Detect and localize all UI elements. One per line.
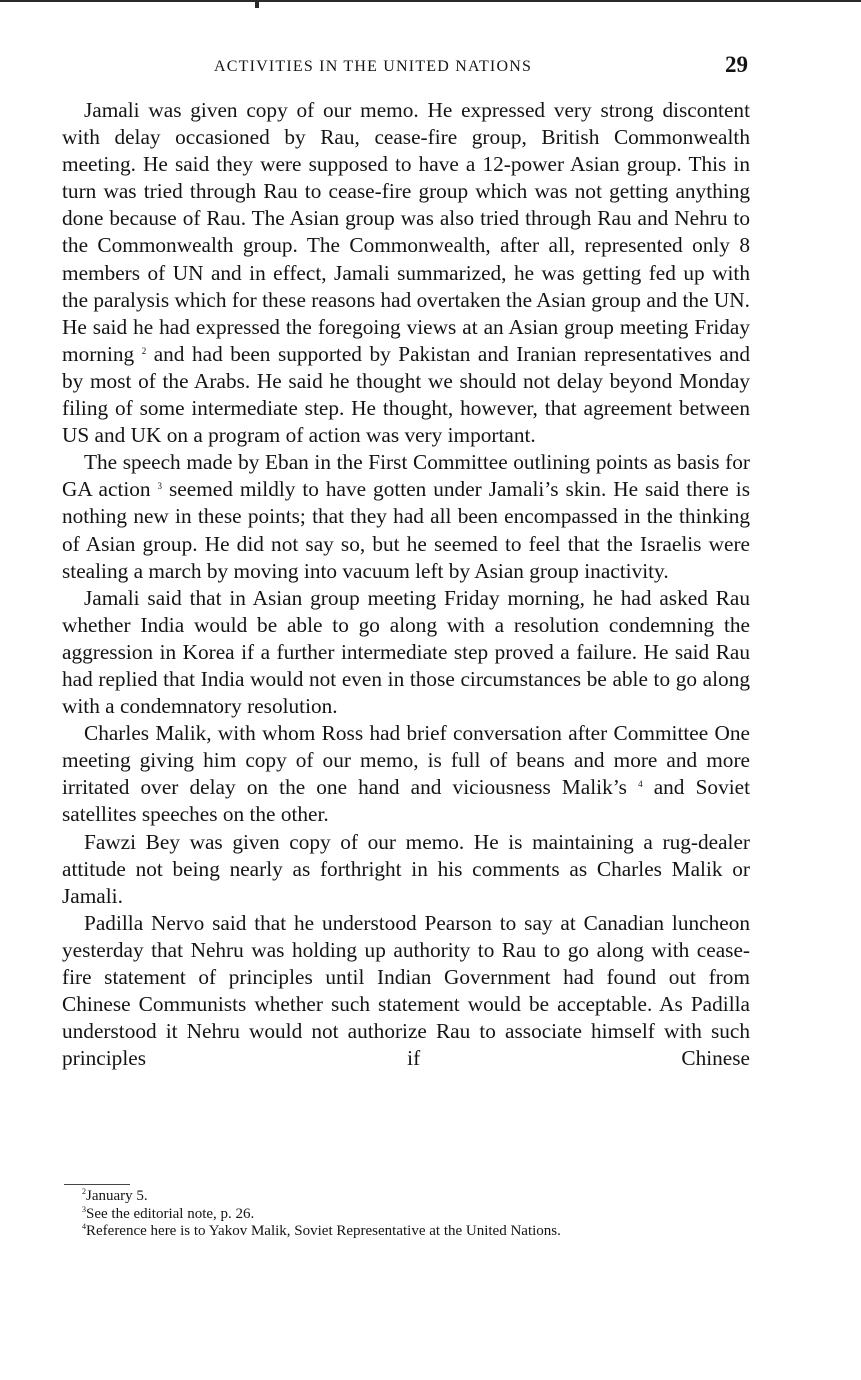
paragraph-3: Jamali said that in Asian group meeting Friday morning, he had asked Rau whether India would be able to go along with a resolution condemning the aggression in Korea if a further intermediate step proved a failure. He said Rau had replied that India would not even in those circumstances be able to go along with a condemnatory resolution. [62, 585, 750, 719]
top-rule [0, 0, 861, 2]
footnote [64, 1188, 750, 1206]
footnote-text: January 5. [86, 1188, 148, 1204]
top-rule-tick [255, 0, 259, 8]
paragraph-1-part-b: and had been supported by Pakistan and Iranian representatives and by most of the Arabs. He said he thought we should not delay beyond Monday filing of some intermediate step. He thought, however, that agreement between US and UK on a program of action was very important. [62, 341, 750, 448]
paragraph-1 [62, 97, 750, 449]
paragraph-5: Fawzi Bey was given copy of our memo. He is maintaining a rug-dealer attitude not being nearly as forthright in his comments as Charles Malik or Jamali. [62, 829, 750, 908]
paragraph-4-part-b: and Soviet satellites speeches on the other. [62, 775, 750, 827]
page-header [62, 52, 750, 82]
footnote-mark: 4 [82, 1222, 86, 1231]
footnote-ref-2: 2 [141, 345, 147, 356]
paragraph-2-part-b: seemed mildly to have gotten under Jamali’s skin. He said there is nothing new in these points; that they had all been encompassed in the thinking of Asian group. He did not say so, but he seemed to feel that the Israelis were stealing a march by moving into vacuum left by Asian group inactivity. [62, 477, 750, 583]
footnote-mark: 3 [82, 1204, 86, 1214]
footnote [64, 1223, 750, 1241]
footnotes [64, 1188, 750, 1241]
running-head: ACTIVITIES IN THE UNITED NATIONS [214, 58, 533, 75]
footnote-rule [64, 1184, 130, 1185]
paragraph-6: Padilla Nervo said that he understood Pearson to say at Canadian luncheon yesterday that Nehru was holding up authority to Rau to go along with cease-fire statement of principles until Indian Government had found out from Chinese Communists whether such statement would be acceptable. As Padilla understood it Nehru would not authorize Rau to associate himself with such principles if Chinese [62, 910, 750, 1071]
footnote-mark: 2 [82, 1187, 86, 1196]
footnote-text: See the editorial note, p. 26. [86, 1205, 255, 1222]
footnote [64, 1206, 750, 1224]
paragraph-2-part-a: The speech made by Eban in the First Committee outlining points as basis for GA action [62, 450, 750, 502]
footnote-ref-3: 3 [157, 481, 163, 492]
body-text [62, 97, 750, 1072]
footnote-text: Reference here is to Yakov Malik, Soviet Representative at the United Nations. [86, 1223, 561, 1239]
paragraph-4-part-a: Charles Malik, with whom Ross had brief conversation after Committee One meeting giving him copy of our memo, is full of beans and more and more irritated over delay on the one hand and viciousness Malik’s [62, 721, 750, 800]
footnote-ref-4: 4 [638, 779, 643, 790]
paragraph-4 [62, 720, 750, 828]
paragraph-1-part-a: Jamali was given copy of our memo. He expressed very strong discontent with delay occasioned by Rau, cease-fire group, British Commonwealth meeting. He said they were supposed to have a 12-power Asian group. This in turn was tried through Rau to cease-fire group which was not getting anything done because of Rau. The Asian group was also tried through Rau and Nehru to the Commonwealth group. The Commonwealth, after all, represented only 8 members of UN and in effect, Jamali summarized, he was getting fed up with the paralysis which for these reasons had overtaken the Asian group and the UN. He said he had expressed the foregoing views at an Asian group meeting Friday morning [62, 98, 750, 366]
paragraph-2 [62, 449, 750, 584]
page-number: 29 [725, 52, 748, 77]
